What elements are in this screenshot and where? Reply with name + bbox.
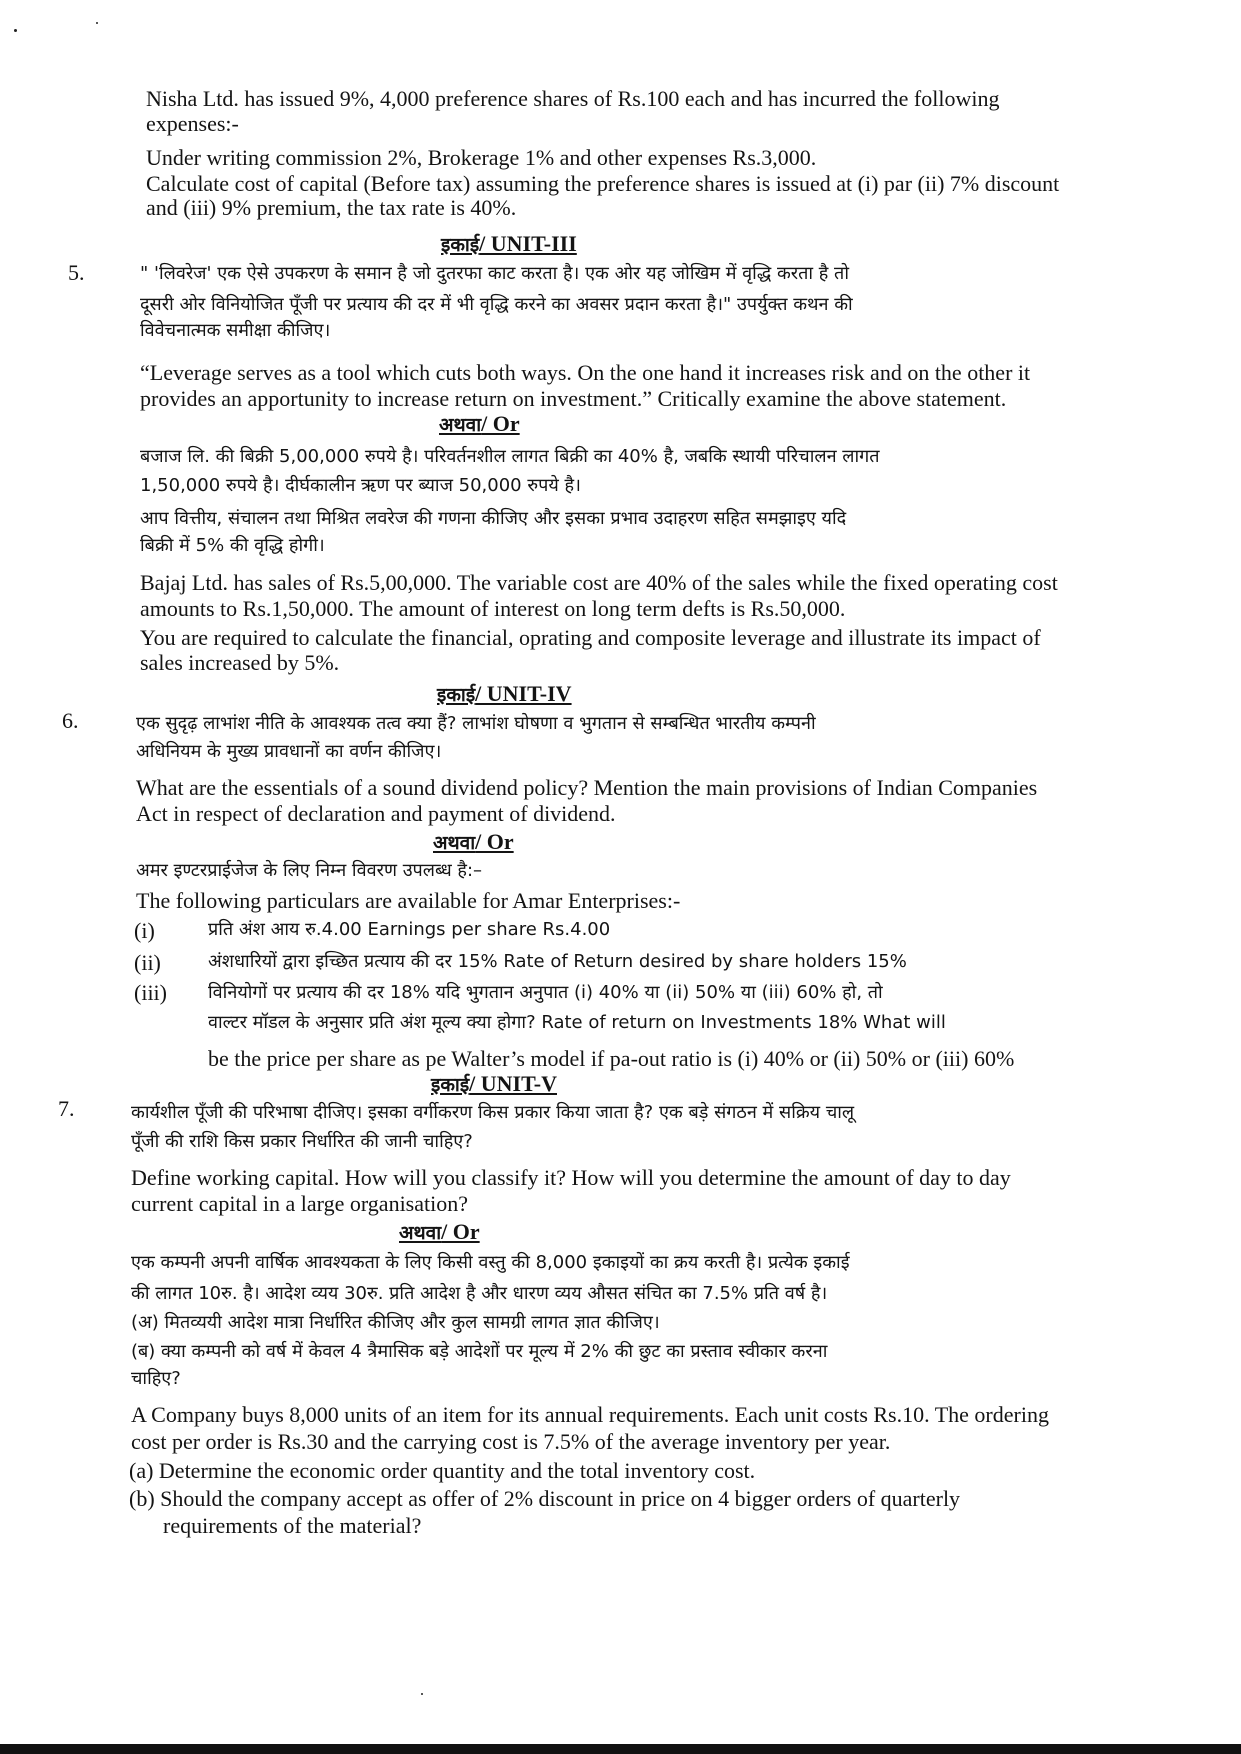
- q5-or-english-line: sales increased by 5%.: [140, 650, 340, 675]
- list-item-text: अंशधारियों द्वारा इच्छित प्रत्याय की दर 15% Rate of Return desired by share holders 15%: [208, 951, 907, 972]
- or-heading: अथवा/ Or: [433, 829, 514, 854]
- q5-or-english-line: amounts to Rs.1,50,000. The amount of interest on long term defts is Rs.50,000.: [140, 596, 846, 621]
- q6-english-line: What are the essentials of a sound dividend policy? Mention the main provisions of Indian Companies: [136, 775, 1038, 800]
- q5-or-english-line: Bajaj Ltd. has sales of Rs.5,00,000. The variable cost are 40% of the sales while the fixed operating cost: [140, 570, 1058, 595]
- q5-or-hindi-line: बजाज लि. की बिक्री 5,00,000 रुपये है। परिवर्तनशील लागत बिक्री का 40% है, जबकि स्थायी परिचालन लागत: [140, 446, 880, 467]
- q7-or-english-line: (a) Determine the economic order quantity and the total inventory cost.: [129, 1458, 756, 1483]
- q7-or-hindi-line: चाहिए?: [131, 1368, 181, 1389]
- list-label: (i): [134, 918, 155, 943]
- q7-or-english-line: cost per order is Rs.30 and the carrying cost is 7.5% of the average inventory per year.: [131, 1429, 891, 1454]
- question-number: 6.: [62, 708, 79, 733]
- q5-english-line: provides an apportunity to increase return on investment.” Critically examine the above statement.: [140, 386, 1007, 411]
- list-item-text: be the price per share as pe Walter’s model if pa-out ratio is (i) 40% or (ii) 50% or (iii) 60%: [208, 1046, 1015, 1071]
- q6-or-hindi-line: अमर इण्टरप्राईजेज के लिए निम्न विवरण उपलब्ध है:–: [136, 860, 483, 881]
- q5-hindi-line: " 'लिवरेज' एक ऐसे उपकरण के समान है जो दुतरफा काट करता है। एक ओर यह जोखिम में वृद्धि करता है तो: [140, 263, 849, 284]
- q4-text-line: expenses:-: [146, 111, 239, 136]
- scan-speck: [96, 22, 98, 24]
- question-number: 5.: [68, 260, 85, 285]
- q5-or-hindi-line: बिक्री में 5% की वृद्धि होगी।: [140, 535, 325, 556]
- q5-hindi-line: दूसरी ओर विनियोजित पूँजी पर प्रत्याय की दर में भी वृद्धि करने का अवसर प्रदान करता है।" उपर्युक्त कथन की: [140, 294, 853, 315]
- list-item-text: विनियोगों पर प्रत्याय की दर 18% यदि भुगतान अनुपात (i) 40% या (ii) 50% या (iii) 60% हो, तो: [208, 982, 883, 1003]
- list-label: (ii): [134, 950, 161, 975]
- q6-or-english-line: The following particulars are available for Amar Enterprises:-: [136, 888, 681, 913]
- q6-english-line: Act in respect of declaration and payment of dividend.: [136, 801, 616, 826]
- q7-or-english-line: requirements of the material?: [163, 1513, 422, 1538]
- question-number: 7.: [58, 1096, 75, 1121]
- unit-4-heading: इकाई/ UNIT-IV: [437, 681, 572, 706]
- list-label: (iii): [134, 980, 167, 1005]
- q4-text-line: Under writing commission 2%, Brokerage 1% and other expenses Rs.3,000.: [146, 145, 817, 170]
- q4-text-line: Nisha Ltd. has issued 9%, 4,000 preference shares of Rs.100 each and has incurred the following: [146, 86, 1000, 111]
- unit-3-heading: इकाई/ UNIT-III: [441, 231, 577, 256]
- or-heading: अथवा/ Or: [439, 411, 520, 436]
- list-item-text: वाल्टर मॉडल के अनुसार प्रति अंश मूल्य क्या होगा? Rate of return on Investments 18% What will: [208, 1012, 946, 1033]
- scan-speck: [14, 29, 17, 32]
- q7-or-english-line: (b) Should the company accept as offer of 2% discount in price on 4 bigger orders of quarterly: [129, 1486, 961, 1511]
- q7-or-hindi-line: (ब) क्या कम्पनी को वर्ष में केवल 4 त्रैमासिक बड़े आदेशों पर मूल्य में 2% की छुट का प्रस्ताव स्वीकार करना: [131, 1341, 828, 1362]
- q4-text-line: and (iii) 9% premium, the tax rate is 40%.: [146, 195, 517, 220]
- scan-speck: [421, 1693, 423, 1695]
- q7-hindi-line: पूँजी की राशि किस प्रकार निर्धारित की जानी चाहिए?: [131, 1131, 473, 1152]
- scan-bottom-edge: [0, 1744, 1241, 1754]
- q7-or-hindi-line: एक कम्पनी अपनी वार्षिक आवश्यकता के लिए किसी वस्तु की 8,000 इकाइयों का क्रय करती है। प्रत्येक इकाई: [131, 1252, 850, 1273]
- q7-or-hindi-line: (अ) मितव्ययी आदेश मात्रा निर्धारित कीजिए और कुल सामग्री लागत ज्ञात कीजिए।: [131, 1312, 660, 1333]
- q6-hindi-line: अधिनियम के मुख्य प्रावधानों का वर्णन कीजिए।: [136, 741, 442, 762]
- or-heading: अथवा/ Or: [399, 1219, 480, 1244]
- q7-or-english-line: A Company buys 8,000 units of an item for its annual requirements. Each unit costs Rs.10. The ordering: [131, 1402, 1049, 1427]
- list-item-text: प्रति अंश आय रु.4.00 Earnings per share Rs.4.00: [208, 919, 611, 940]
- q5-hindi-line: विवेचनात्मक समीक्षा कीजिए।: [140, 320, 331, 341]
- q4-text-line: Calculate cost of capital (Before tax) assuming the preference shares is issued at (i) par (ii) 7% discount: [146, 171, 1060, 196]
- q6-hindi-line: एक सुदृढ़ लाभांश नीति के आवश्यक तत्व क्या हैं? लाभांश घोषणा व भुगतान से सम्बन्धित भारतीय कम्पनी: [136, 713, 816, 734]
- unit-5-heading: इकाई/ UNIT-V: [431, 1071, 557, 1096]
- q5-or-english-line: You are required to calculate the financial, oprating and composite leverage and illustrate its impact of: [140, 625, 1041, 650]
- q7-or-hindi-line: की लागत 10रु. है। आदेश व्यय 30रु. प्रति आदेश है और धारण व्यय औसत संचित का 7.5% प्रति वर्ष है।: [131, 1283, 828, 1304]
- q5-or-hindi-line: 1,50,000 रुपये है। दीर्घकालीन ऋण पर ब्याज 50,000 रुपये है।: [140, 475, 581, 496]
- q7-hindi-line: कार्यशील पूँजी की परिभाषा दीजिए। इसका वर्गीकरण किस प्रकार किया जाता है? एक बड़े संगठन में सक्रिय चालू: [131, 1102, 855, 1123]
- q5-or-hindi-line: आप वित्तीय, संचालन तथा मिश्रित लवरेज की गणना कीजिए और इसका प्रभाव उदाहरण सहित समझाइए यदि: [140, 508, 847, 529]
- q7-english-line: Define working capital. How will you classify it? How will you determine the amount of day to day: [131, 1165, 1011, 1190]
- q7-english-line: current capital in a large organisation?: [131, 1191, 468, 1216]
- q5-english-line: “Leverage serves as a tool which cuts both ways. On the one hand it increases risk and on the other it: [140, 360, 1031, 385]
